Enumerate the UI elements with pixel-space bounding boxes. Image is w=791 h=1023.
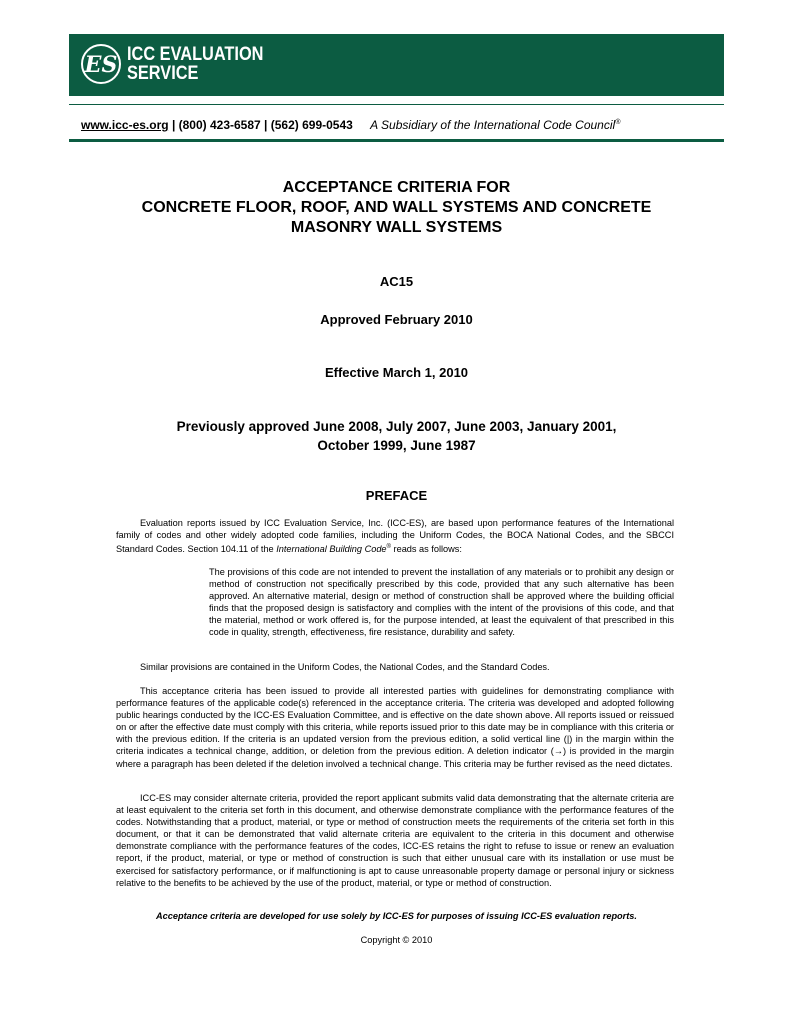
approved-date: Approved February 2010 bbox=[320, 312, 473, 327]
preface-paragraph-3: This acceptance criteria has been issued to provide all interested parties with guidelines for demonstrating compliance with performance features of the applicable code(s) referenced in the acceptance criteria. The criteria was developed and adopted following public hearings conducted by the ICC-ES Evaluation Committee, and is effective on the date shown above. All reports issued or reissued on or after the effective date must comply with this criteria, while reports issued prior to this date may be in compliance with this criteria or with the previous edition. If the criteria is an updated version from the previous edition, a solid vertical line (|) in the margin within the criteria indicates a technical change, addition, or deletion from the previous edition. A deletion indicator (→) is provided in the margin where a paragraph has been deleted if the deletion involved a technical change. This criteria may be further revised as the need dictates. bbox=[116, 686, 674, 769]
document-code: AC15 bbox=[379, 274, 414, 289]
preface-heading: PREFACE bbox=[365, 488, 428, 503]
subsidiary-text: A Subsidiary of the International Code Council® bbox=[370, 118, 621, 132]
brand-name bbox=[127, 45, 263, 83]
title-line-1: ACCEPTANCE CRITERIA FOR bbox=[282, 179, 511, 196]
separator: | bbox=[264, 118, 268, 132]
effective-date: Effective March 1, 2010 bbox=[324, 365, 469, 380]
header-divider-thick bbox=[69, 139, 724, 142]
document-title bbox=[69, 178, 724, 238]
preface-paragraph-4: ICC-ES may consider alternate criteria, provided the report applicant submits valid data demonstrating that the alternate criteria are at least equivalent to the criteria set forth in this document, and otherwise demonstrate compliance with the performance features of the codes. Notwithstanding that a product, material, or type or method of construction meets the requirements of the criteria set forth in this document, or that it can be demonstrated that valid alternate criteria are equivalent to the criteria in this document and otherwise demonstrate compliance with the performance features of the codes, ICC-ES retains the right to refuse to issue or renew an evaluation report, if the product, material, or type or method of construction is such that either unusual care with its installation or use must be exercised for satisfactory performance, or if malfunctioning is apt to cause unreasonable property damage or personal injury or sickness relative to the benefits to be achieved by the use of the product, material, or type or method of construction. bbox=[116, 793, 674, 888]
separator: | bbox=[171, 118, 176, 132]
brand-line-2: SERVICE bbox=[127, 63, 199, 84]
previously-approved-line-2: October 1999, June 1987 bbox=[317, 438, 476, 453]
previously-approved-line-1: Previously approved June 2008, July 2007, June 2003, January 2001, bbox=[176, 419, 617, 434]
phone-secondary: (562) 699-0543 bbox=[270, 118, 353, 132]
preface-paragraph-1: Evaluation reports issued by ICC Evaluation Service, Inc. (ICC-ES), are based upon performance features of the International family of codes and other widely adopted code families, including the Uniform Codes, the BOCA National Codes, and the SBCCI Standard Codes. Section 104.11 of the International Building Code® reads as follows: bbox=[116, 518, 674, 555]
code-quote: The provisions of this code are not intended to prevent the installation of any materials or to prohibit any design or method of construction not specifically prescribed by this code, provided that any such alternative has been approved. An alternative material, design or method of construction shall be approved where the building official finds that the proposed design is satisfactory and complies with the intent of the provisions of this code, and that the material, method or work offered is, for the purpose intended, at least the equivalent of that prescribed in this code in quality, strength, effectiveness, fire resistance, durability and safety. bbox=[209, 567, 674, 638]
svg-text:ES: ES bbox=[84, 52, 118, 78]
brand-line-1: ICC EVALUATION bbox=[127, 44, 264, 65]
icc-es-logo-icon bbox=[79, 42, 123, 86]
contact-line bbox=[81, 118, 721, 132]
previously-approved bbox=[69, 417, 724, 455]
usage-note: Acceptance criteria are developed for use solely by ICC-ES for purposes of issuing ICC-ES evaluation reports. bbox=[156, 911, 637, 921]
header-divider-thin bbox=[69, 104, 724, 105]
website-link[interactable]: www.icc-es.org bbox=[81, 118, 169, 132]
preface-paragraph-2: Similar provisions are contained in the Uniform Codes, the National Codes, and the Standard Codes. bbox=[140, 662, 550, 672]
copyright: Copyright © 2010 bbox=[360, 935, 433, 945]
title-line-3: MASONRY WALL SYSTEMS bbox=[290, 219, 503, 236]
phone-primary: (800) 423-6587 bbox=[178, 118, 261, 132]
title-line-2: CONCRETE FLOOR, ROOF, AND WALL SYSTEMS AND CONCRETE bbox=[141, 199, 652, 216]
header-banner bbox=[69, 34, 724, 96]
